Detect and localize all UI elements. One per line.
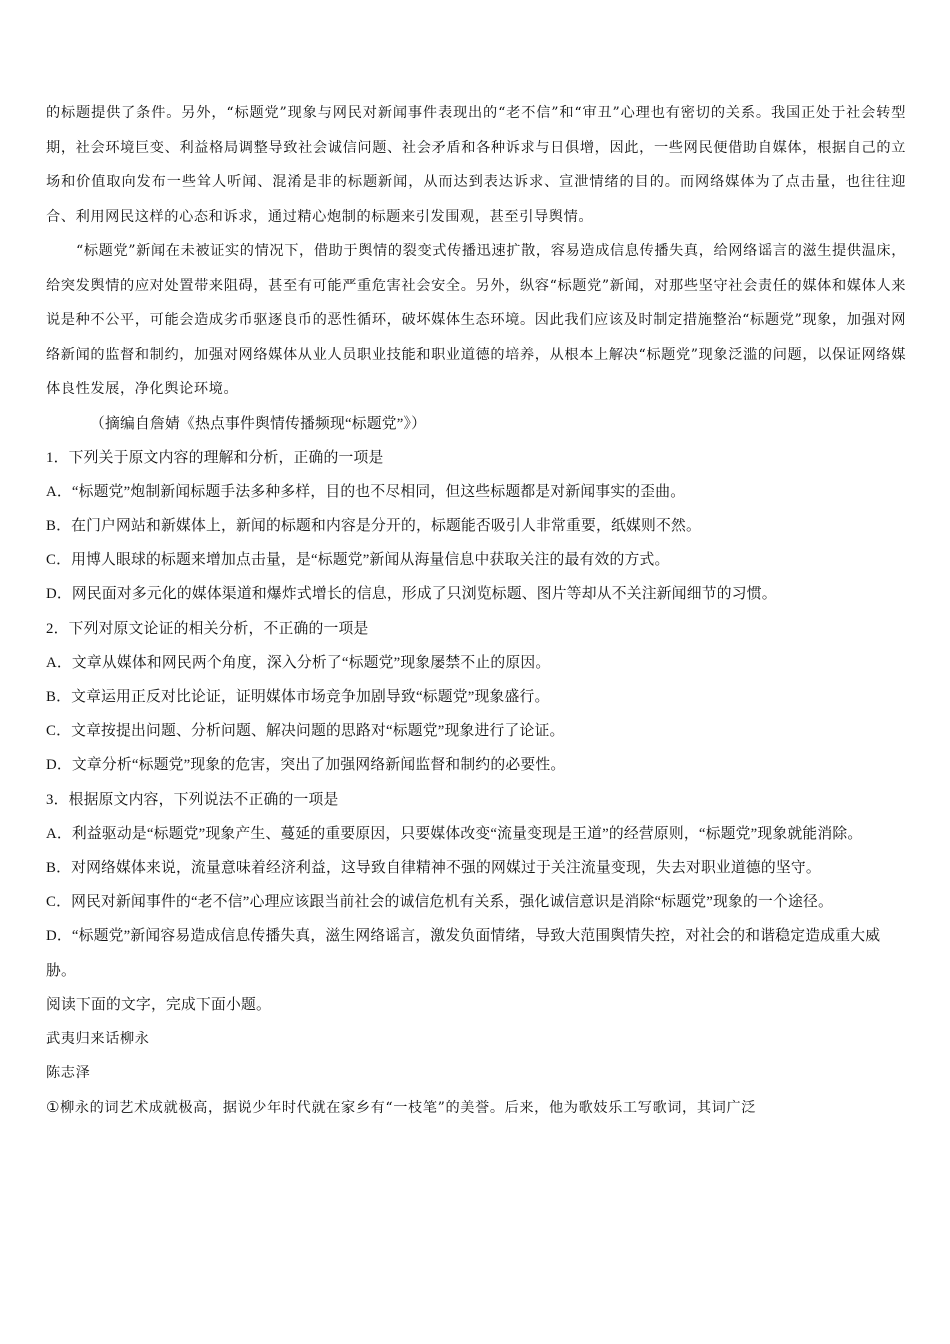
- article-source: （摘编自詹婧《热点事件舆情传播频现“标题党”》）: [90, 415, 427, 432]
- question-1: [46, 441, 906, 612]
- option-a: A．文章从媒体和网民两个角度，深入分析了“标题党”现象屡禁不止的原因。: [46, 654, 551, 671]
- article-author: 陈志泽: [46, 1065, 91, 1082]
- article-title: 武夷归来话柳永: [46, 1030, 150, 1047]
- article-paragraph: “标题党”新闻在未被证实的情况下，借助于舆情的裂变式传播迅速扩散，容易造成信息传播失真，给网络谣言的滋生提供温床，给突发舆情的应对处置带来阻碍，甚至有可能严重危害社会安全。另外，纵容“标题党”新闻，对那些坚守社会责任的媒体和媒体人来说是种不公平，可能会造成劣币驱逐良币的恶性循环，破坏媒体生态环境。因此我们应该及时制定措施整治“标题党”现象，加强对网络新闻的监督和制约，加强对网络媒体从业人员职业技能和职业道德的培养，从根本上解决“标题党”现象泛滥的问题，以保证网络媒体良性发展，净化舆论环境。: [46, 243, 906, 397]
- option-c: C．文章按提出问题、分析问题、解决问题的思路对“标题党”现象进行了论证。: [46, 723, 565, 740]
- option-b: B．对网络媒体来说，流量意味着经济利益，这导致自律精神不强的网媒过于关注流量变现，失去对职业道德的坚守。: [46, 859, 821, 876]
- option-b: B．文章运用正反对比论证，证明媒体市场竞争加剧导致“标题党”现象盛行。: [46, 689, 550, 705]
- question-stem: 1．下列关于原文内容的理解和分析，正确的一项是: [46, 449, 384, 466]
- article-paragraph: [46, 1090, 906, 1124]
- exam-page: [46, 96, 906, 1125]
- option-d: D．“标题党”新闻容易造成信息传播失真，滋生网络谣言，激发负面情绪，导致大范围舆情失控，对社会的和谐稳定造成重大威胁。: [46, 928, 881, 979]
- option-a: A．“标题党”炮制新闻标题手法多种多样，目的也不尽相同，但这些标题都是对新闻事实的歪曲。: [46, 483, 686, 500]
- option-d: D．网民面对多元化的媒体渠道和爆炸式增长的信息，形成了只浏览标题、图片等却从不关注新闻细节的习惯。: [46, 586, 777, 603]
- article-paragraph: 的标题提供了条件。另外，“标题党”现象与网民对新闻事件表现出的“老不信”和“审丑”心理也有密切的关系。我国正处于社会转型期，社会环境巨变、利益格局调整导致社会诚信问题、社会矛盾和各种诉求与日俱增，因此，一些网民便借助自媒体，根据自己的立场和价值取向发布一些耸人听闻、混淆是非的标题新闻，从而达到表达诉求、宣泄情绪的目的。而网络媒体为了点击量，也往往迎合、利用网民这样的心态和诉求，通过精心炮制的标题来引发围观，甚至引导舆情。: [46, 105, 906, 225]
- option-d: D．文章分析“标题党”现象的危害，突出了加强网络新闻监督和制约的必要性。: [46, 757, 566, 774]
- question-2: [46, 612, 906, 783]
- question-3: [46, 783, 906, 988]
- option-c: C．用博人眼球的标题来增加点击量，是“标题党”新闻从海量信息中获取关注的最有效的方式。: [46, 552, 670, 569]
- option-b: B．在门户网站和新媒体上，新闻的标题和内容是分开的，标题能否吸引人非常重要，纸媒则不然。: [46, 518, 701, 535]
- reading-instruction: 阅读下面的文字，完成下面小题。: [46, 996, 271, 1013]
- question-stem: 2．下列对原文论证的相关分析，不正确的一项是: [46, 620, 369, 637]
- option-a: A．利益驱动是“标题党”现象产生、蔓延的重要原因，只要媒体改变“流量变现是王道”的经营原则，“标题党”现象就能消除。: [46, 825, 863, 842]
- paragraph-text: 柳永的词艺术成就极高，据说少年时代就在家乡有“一枝笔”的美誉。后来，他为歌妓乐工写歌词，其词广泛: [60, 1100, 756, 1117]
- question-stem: 3．根据原文内容，下列说法不正确的一项是: [46, 791, 339, 808]
- paragraph-number: ①: [46, 1098, 61, 1117]
- option-c: C．网民对新闻事件的“老不信”心理应该跟当前社会的诚信危机有关系，强化诚信意识是消除“标题党”现象的一个途径。: [46, 894, 833, 911]
